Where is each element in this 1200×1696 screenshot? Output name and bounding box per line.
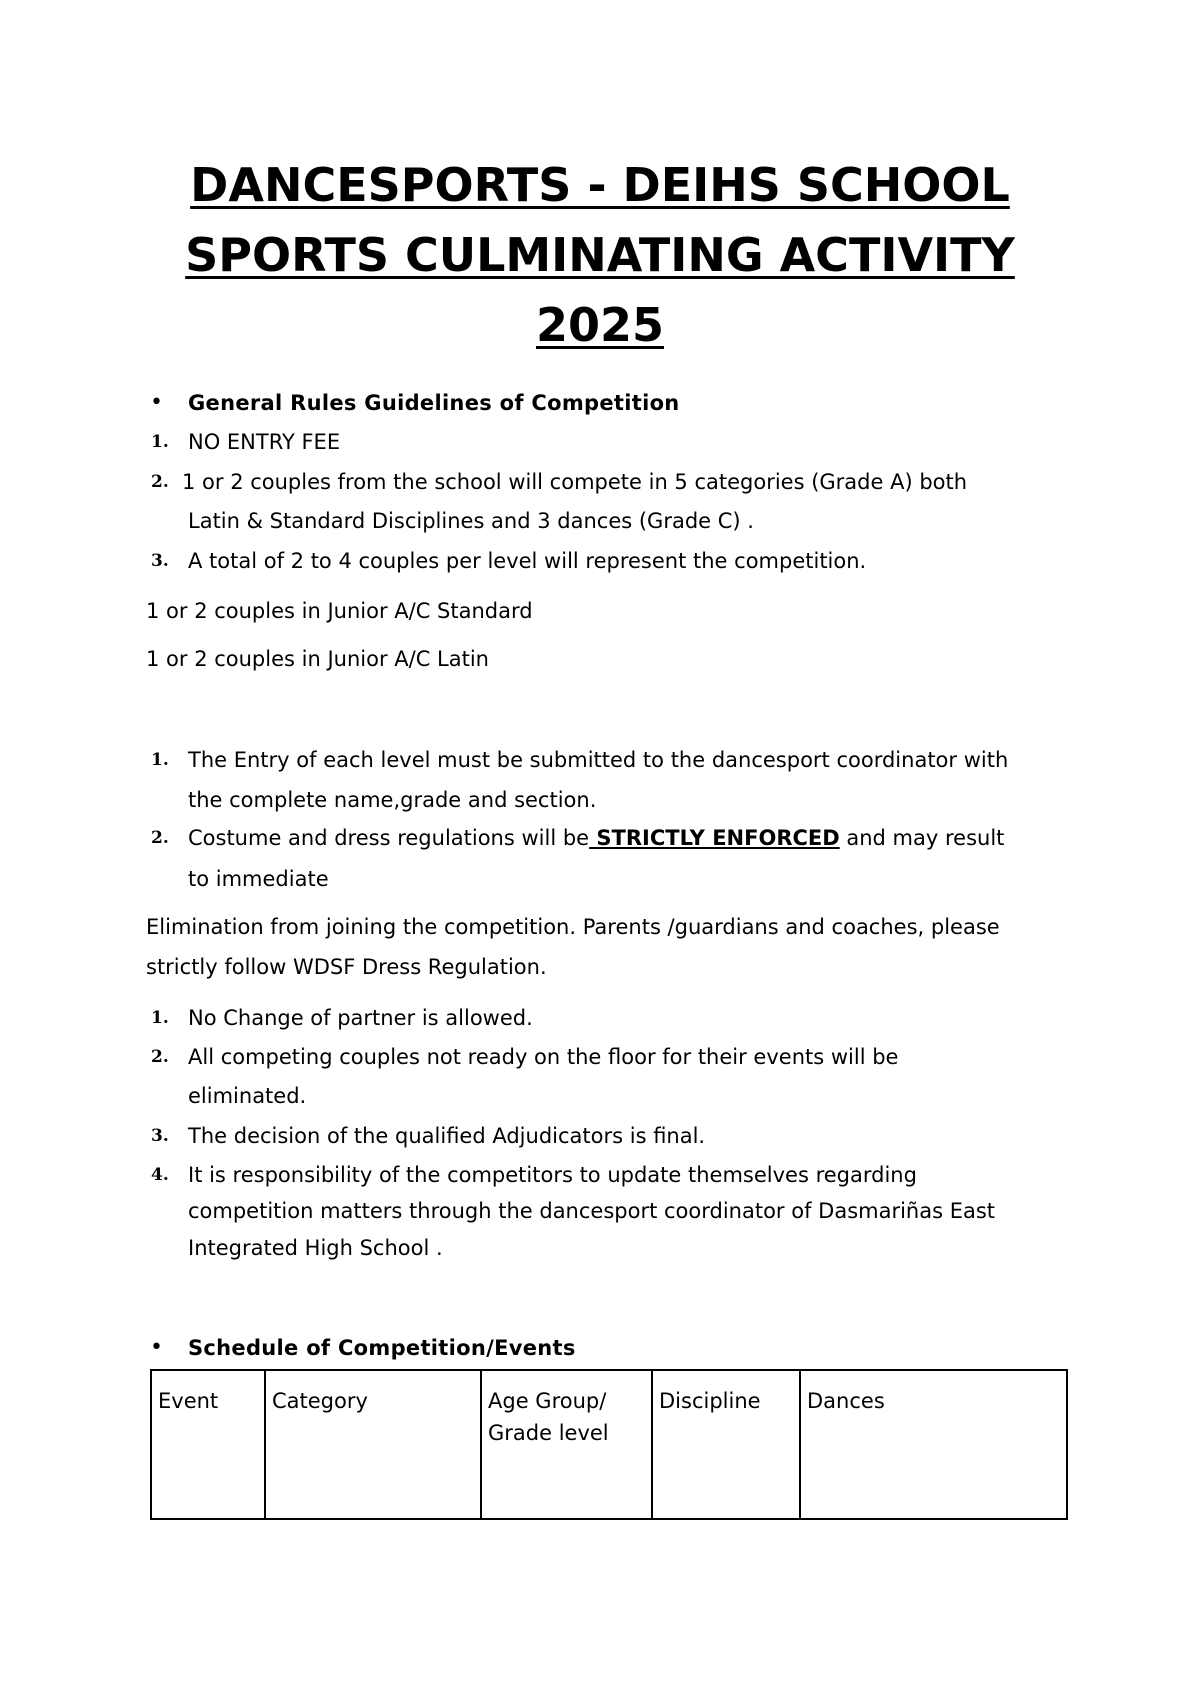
- list-item: The decision of the qualified Adjudicators is final.: [188, 1124, 706, 1148]
- list-item: NO ENTRY FEE: [188, 430, 341, 454]
- title-line-1: DANCESPORTS - DEIHS SCHOOL: [190, 158, 1010, 212]
- list-number: 1.: [151, 750, 169, 770]
- header-text: Grade level: [488, 1421, 609, 1445]
- title-line-3: 2025: [535, 298, 665, 352]
- list-item: No Change of partner is allowed.: [188, 1006, 533, 1030]
- list-number: 2.: [151, 472, 169, 492]
- list-item-continuation: Latin & Standard Disciplines and 3 dances (Grade C) .: [188, 509, 754, 533]
- list-item: [188, 824, 1004, 852]
- table-header-dances: Dances: [800, 1370, 1067, 1519]
- list-number: 1.: [151, 432, 169, 452]
- schedule-table: [150, 1369, 1068, 1520]
- paragraph: strictly follow WDSF Dress Regulation.: [146, 955, 547, 979]
- header-text: Age Group/: [488, 1389, 607, 1413]
- list-number: 1.: [151, 1008, 169, 1028]
- list-item-continuation: Integrated High School .: [188, 1236, 443, 1260]
- paragraph: Elimination from joining the competition. Parents /guardians and coaches, please: [146, 915, 1000, 939]
- list-item: The Entry of each level must be submitted to the dancesport coordinator with: [188, 748, 1009, 772]
- list-item-text: Costume and dress regulations will be: [188, 826, 590, 850]
- paragraph: 1 or 2 couples in Junior A/C Latin: [146, 647, 489, 671]
- list-item-continuation: the complete name,grade and section.: [188, 788, 597, 812]
- emphasis-text: STRICTLY ENFORCED: [589, 826, 840, 850]
- table-header-age-group: [481, 1370, 652, 1519]
- list-item: It is responsibility of the competitors to update themselves regarding: [188, 1163, 917, 1187]
- list-item: All competing couples not ready on the floor for their events will be: [188, 1045, 899, 1069]
- list-item-text: and may result: [839, 826, 1005, 850]
- table-header-category: Category: [265, 1370, 481, 1519]
- section-heading-schedule: Schedule of Competition/Events: [188, 1336, 576, 1360]
- bullet-icon: •: [150, 390, 163, 415]
- list-item-continuation: to immediate: [188, 867, 329, 891]
- bullet-icon: •: [150, 1335, 163, 1360]
- list-number: 3.: [151, 551, 169, 571]
- list-item-continuation: competition matters through the dancesport coordinator of Dasmariñas East: [188, 1199, 996, 1223]
- list-item: A total of 2 to 4 couples per level will represent the competition.: [188, 549, 867, 573]
- list-number: 4.: [151, 1165, 169, 1185]
- list-number: 2.: [151, 828, 169, 848]
- list-number: 3.: [151, 1126, 169, 1146]
- table-header-event: Event: [151, 1370, 265, 1519]
- table-header-discipline: Discipline: [652, 1370, 800, 1519]
- table-header-row: [151, 1370, 1067, 1519]
- title-line-2: SPORTS CULMINATING ACTIVITY: [185, 228, 1015, 282]
- list-item-continuation: eliminated.: [188, 1084, 307, 1108]
- list-item: 1 or 2 couples from the school will compete in 5 categories (Grade A) both: [182, 470, 968, 494]
- list-number: 2.: [151, 1047, 169, 1067]
- section-heading-rules: General Rules Guidelines of Competition: [188, 391, 680, 415]
- paragraph: 1 or 2 couples in Junior A/C Standard: [146, 599, 533, 623]
